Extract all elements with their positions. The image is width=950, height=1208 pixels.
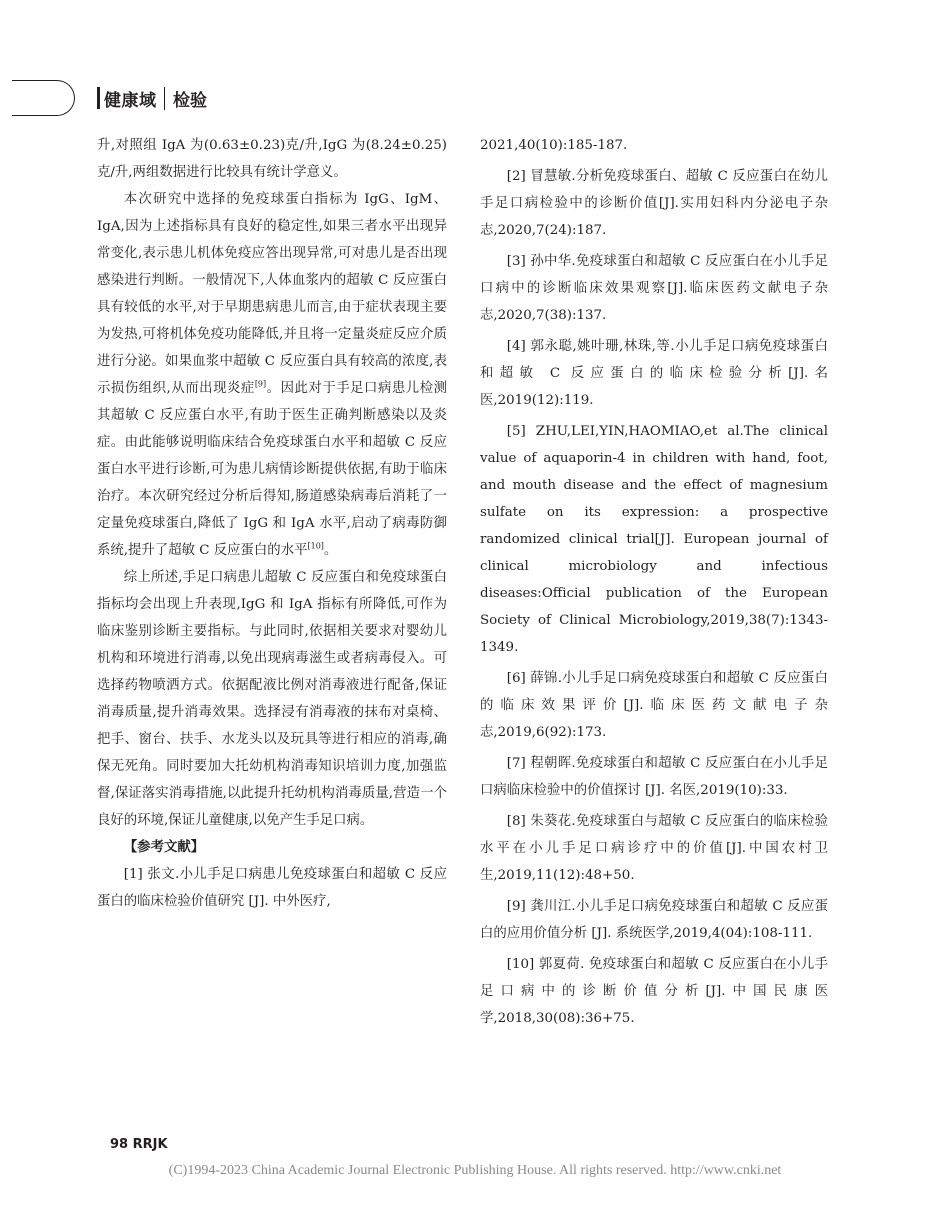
right-column bbox=[480, 132, 828, 1036]
reference-item: [1] 张文.小儿手足口病患儿免疫球蛋白和超敏 C 反应蛋白的临床检验价值研究 [J]. 中外医疗, bbox=[97, 867, 447, 909]
paragraph: 综上所述,手足口病患儿超敏 C 反应蛋白和免疫球蛋白指标均会出现上升表现,IgG 和 IgA 指标有所降低,可作为临床鉴别诊断主要指标。与此同时,依据相关要求对婴幼儿机构和环境进行消毒,以免出现病毒滋生或者病毒侵入。可选择药物喷洒方式。依据配液比例对消毒液进行配备,保证消毒质量,提升消毒效果。选择浸有消毒液的抹布对桌椅、把手、窗台、扶手、水龙头以及玩具等进行相应的消毒,确保无死角。同时要加大托幼机构消毒知识培训力度,加强监督,保证落实消毒措施,以此提升托幼机构消毒质量,营造一个良好的环境,保证儿童健康,以免产生手足口病。 bbox=[97, 570, 447, 828]
reference-item: [8] 朱葵花.免疫球蛋白与超敏 C 反应蛋白的临床检验水平在小儿手足口病诊疗中的价值[J].中国农村卫生,2019,11(12):48+50. bbox=[480, 814, 828, 883]
page-number: 98 RRJK bbox=[110, 1137, 168, 1152]
paragraph-text: 。 bbox=[323, 543, 338, 558]
paragraph-text: 本次研究中选择的免疫球蛋白指标为 IgG、IgM、IgA,因为上述指标具有良好的稳定性,如果三者水平出现异常变化,表示患儿机体免疫应答出现异常,可对患儿是否出现感染进行判断。一般情况下,人体血浆内的超敏 C 反应蛋白具有较低的水平,对于早期患病患儿而言,由于症状表现主要为发热,可将机体免疫功能降低,并且将一定量炎症反应介质进行分泌。如果血浆中超敏 C 反应蛋白具有较高的浓度,表示损伤组织,从而出现炎症 bbox=[97, 192, 447, 396]
section-title: 检验 bbox=[173, 91, 207, 111]
paragraph-text: 。因此对于手足口病患儿检测其超敏 C 反应蛋白水平,有助于医生正确判断感染以及炎症。由此能够说明临床结合免疫球蛋白水平和超敏 C 反应蛋白水平进行诊断,可为患儿病情诊断提供依据,有助于临床治疗。本次研究经过分析后得知,肠道感染病毒后消耗了一定量免疫球蛋白,降低了 IgG 和 IgA 水平,启动了病毒防御系统,提升了超敏 C 反应蛋白的水平 bbox=[97, 381, 448, 558]
reference-item: [10] 郭夏荷. 免疫球蛋白和超敏 C 反应蛋白在小儿手足口病中的诊断价值分析[J].中国民康医学,2018,30(08):36+75. bbox=[480, 957, 828, 1026]
reference-item: [7] 程朝晖.免疫球蛋白和超敏 C 反应蛋白在小儿手足口病临床检验中的价值探讨 [J]. 名医,2019(10):33. bbox=[480, 756, 828, 798]
header-tab-decoration bbox=[12, 80, 75, 116]
copyright-notice: (C)1994-2023 China Academic Journal Electronic Publishing House. All rights reserved. http://www.cnki.net bbox=[168, 1163, 782, 1178]
page-header bbox=[0, 78, 950, 120]
reference-item: [2] 冒慧敏.分析免疫球蛋白、超敏 C 反应蛋白在幼儿手足口病检验中的诊断价值[J].实用妇科内分泌电子杂志,2020,7(24):187. bbox=[480, 169, 828, 238]
reference-continuation: 2021,40(10):185-187. bbox=[480, 138, 628, 153]
paragraph: 升,对照组 IgA 为(0.63±0.23)克/升,IgG 为(8.24±0.25)克/升,两组数据进行比较具有统计学意义。 bbox=[97, 138, 447, 180]
journal-title: 健康域 bbox=[104, 91, 157, 111]
header-separator bbox=[164, 87, 165, 110]
reference-item: [5] ZHU,LEI,YIN,HAOMIAO,et al.The clinical value of aquaporin-4 in children with hand, foot, and mouth disease and the effect of magnesium sulfate on its expression: a prospective randomized clinical trial[J]. European journal of clinical microbiology and infectious diseases:Official publication of the European Society of Clinical Microbiology,2019,38(7):1343-1349. bbox=[480, 424, 828, 655]
reference-item: [6] 薛锦.小儿手足口病免疫球蛋白和超敏 C 反应蛋白的临床效果评价[J].临床医药文献电子杂志,2019,6(92):173. bbox=[480, 671, 828, 740]
paragraph bbox=[97, 186, 447, 564]
reference-item: [3] 孙中华.免疫球蛋白和超敏 C 反应蛋白在小儿手足口病中的诊断临床效果观察[J].临床医药文献电子杂志,2020,7(38):137. bbox=[480, 254, 828, 323]
citation: [10] bbox=[307, 541, 324, 551]
reference-item: [4] 郭永聪,姚叶珊,林珠,等.小儿手足口病免疫球蛋白和超敏 C 反应蛋白的临床检验分析[J].名医,2019(12):119. bbox=[480, 339, 828, 408]
header-bar-decoration bbox=[97, 87, 100, 109]
left-column bbox=[97, 132, 447, 919]
references-heading: 【参考文献】 bbox=[123, 839, 205, 855]
reference-item: [9] 龚川江.小儿手足口病免疫球蛋白和超敏 C 反应蛋白的应用价值分析 [J]. 系统医学,2019,4(04):108-111. bbox=[480, 899, 828, 941]
citation: [9] bbox=[254, 379, 267, 389]
